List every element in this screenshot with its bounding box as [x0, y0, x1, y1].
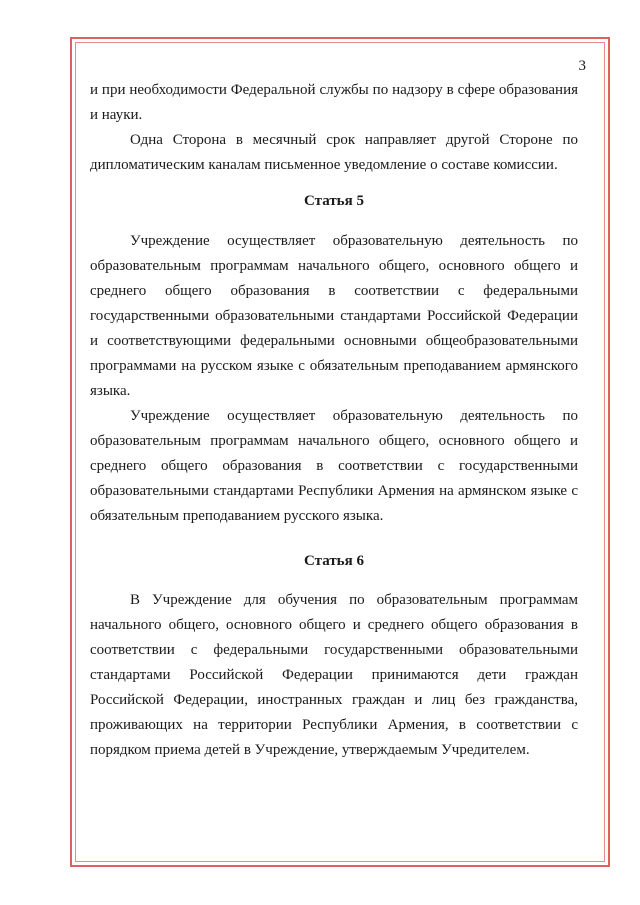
paragraph-article6-admission: В Учреждение для обучения по образовательным программам начального общего, основного общего и среднего общего образования в соответствии с федеральными государственными образовательными стандартами Российской Федерации принимаются дети граждан Российской Федерации, иностранных граждан и лиц без гражданства, проживающих на территории Республики Армения, в соответствии с порядком приема детей в Учреждение, утверждаемым Учредителем. — [90, 592, 578, 758]
article-5-heading: Статья 5 — [304, 193, 364, 209]
document-body — [90, 78, 578, 763]
article-6-heading: Статья 6 — [304, 553, 364, 569]
paragraph-article5-armenian-program: Учреждение осуществляет образовательную деятельность по образовательным программам начального общего, основного общего и среднего общего образования в соответствии с государственными образовательными стандартами Республики Армения на армянском языке с обязательным преподаванием русского языка. — [90, 408, 578, 524]
page-number: 3 — [578, 58, 586, 74]
paragraph-notification: Одна Сторона в месячный срок направляет другой Стороне по дипломатическим каналам письменное уведомление о составе комиссии. — [90, 132, 578, 173]
paragraph-continuation: и при необходимости Федеральной службы по надзору в сфере образования и науки. — [90, 82, 578, 123]
paragraph-article5-russian-program: Учреждение осуществляет образовательную деятельность по образовательным программам начального общего, основного общего и среднего общего образования в соответствии с федеральными государственными образовательными стандартами Российской Федерации и соответствующими федеральными основными общеобразовательными программами на русском языке с обязательным преподаванием армянского языка. — [90, 233, 578, 399]
